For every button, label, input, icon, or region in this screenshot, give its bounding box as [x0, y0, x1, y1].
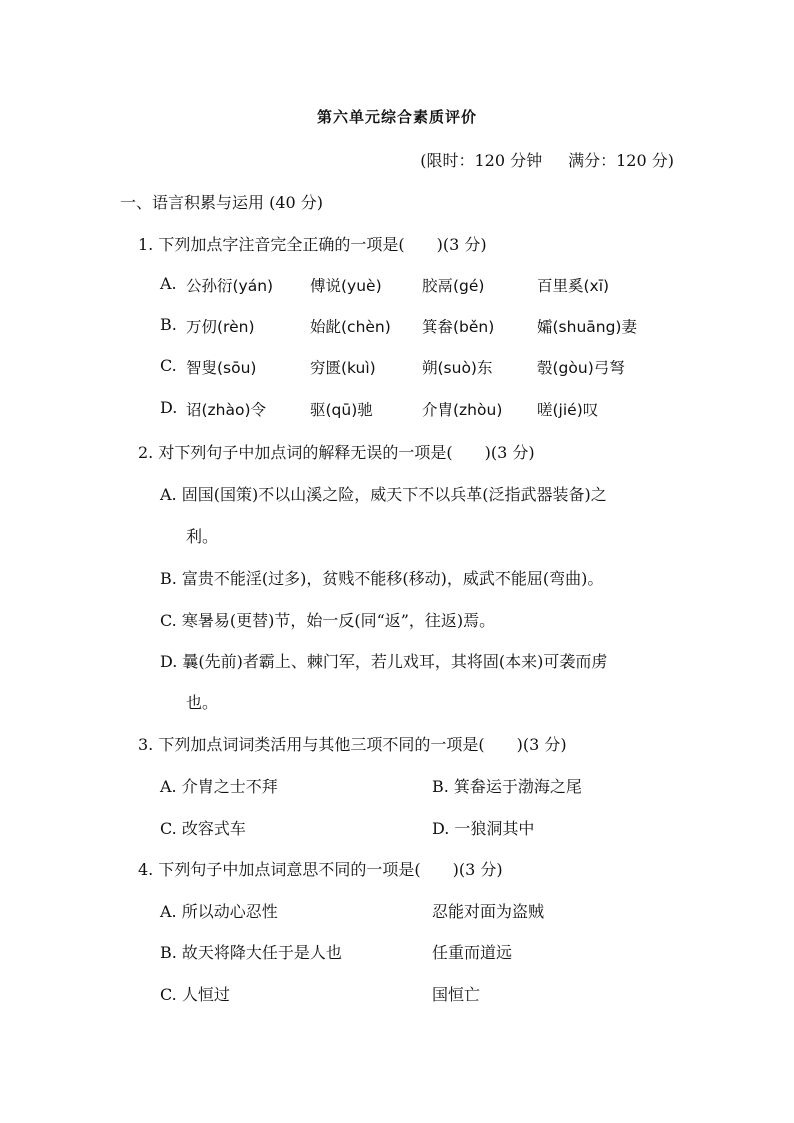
option-item: 诏(zhào)令 — [186, 401, 267, 419]
option-label: D. — [160, 398, 178, 417]
time-limit: (限时：120 分钟 — [420, 151, 543, 170]
option-item: 彀(gòu)弓弩 — [537, 359, 625, 377]
question-3-option-b[interactable]: B. 箕畚运于渤海之尾 — [432, 777, 582, 796]
question-2-option-d-continued: 也。 — [186, 693, 219, 712]
section-heading: 一、语言积累与运用 (40 分) — [120, 193, 324, 212]
option-label: A. — [160, 274, 177, 293]
option-label: B. — [160, 315, 177, 334]
question-3-option-d[interactable]: D. 一狼洞其中 — [432, 819, 535, 838]
option-item: 朔(suò)东 — [422, 359, 493, 377]
question-2-stem: 2. 对下列句子中加点词的解释无误的一项是( )(3 分) — [138, 443, 535, 462]
question-4-option-c[interactable]: C. 人恒过 — [160, 985, 230, 1004]
question-3-stem: 3. 下列加点词词类活用与其他三项不同的一项是( )(3 分) — [138, 735, 567, 754]
option-label: C. — [160, 356, 177, 375]
full-score: 满分：120 分) — [568, 151, 674, 170]
option-item: 万仞(rèn) — [186, 318, 255, 336]
option-item: 嗟(jié)叹 — [537, 401, 599, 419]
question-3-option-c[interactable]: C. 改容式车 — [160, 819, 246, 838]
question-4-option-c-pair: 国恒亡 — [432, 985, 481, 1004]
option-item: 箕畚(běn) — [422, 318, 495, 336]
question-1-stem: 1. 下列加点字注音完全正确的一项是( )(3 分) — [138, 235, 487, 254]
question-2-option-b[interactable]: B. 富贵不能淫(过多)，贫贱不能移(移动)，威武不能屈(弯曲)。 — [160, 569, 604, 588]
question-2-option-a[interactable]: A. 固国(国策)不以山溪之险，威天下不以兵革(泛指武器装备)之 — [160, 485, 607, 504]
page-title: 第六单元综合素质评价 — [316, 108, 477, 126]
question-3-option-a[interactable]: A. 介胄之士不拜 — [160, 777, 278, 796]
question-4-option-a[interactable]: A. 所以动心忍性 — [160, 902, 278, 921]
question-2-option-d[interactable]: D. 曩(先前)者霸上、棘门军，若儿戏耳，其将固(本来)可袭而虏 — [160, 652, 608, 671]
option-item: 胶鬲(gé) — [422, 277, 485, 295]
option-item: 傅说(yuè) — [310, 277, 382, 295]
question-4-option-b-pair: 任重而道远 — [432, 943, 513, 962]
option-item: 百里奚(xī) — [537, 277, 610, 295]
question-4-stem: 4. 下列句子中加点词意思不同的一项是( )(3 分) — [138, 860, 503, 879]
option-item: 智叟(sōu) — [186, 359, 257, 377]
question-2-option-c[interactable]: C. 寒暑易(更替)节，始一反(同“返”，往返)焉。 — [160, 611, 496, 630]
option-item: 孀(shuāng)妻 — [537, 318, 637, 336]
option-item: 穷匮(kuì) — [310, 359, 376, 377]
question-2-option-a-continued: 利。 — [186, 527, 219, 546]
option-item: 介胄(zhòu) — [422, 401, 503, 419]
option-item: 始龀(chèn) — [310, 318, 391, 336]
time-score-info — [420, 148, 674, 171]
question-4-option-a-pair: 忍能对面为盗贼 — [432, 902, 545, 921]
option-item: 驱(qū)驰 — [310, 401, 373, 419]
option-item: 公孙衍(yán) — [186, 277, 274, 295]
question-4-option-b[interactable]: B. 故天将降大任于是人也 — [160, 943, 342, 962]
